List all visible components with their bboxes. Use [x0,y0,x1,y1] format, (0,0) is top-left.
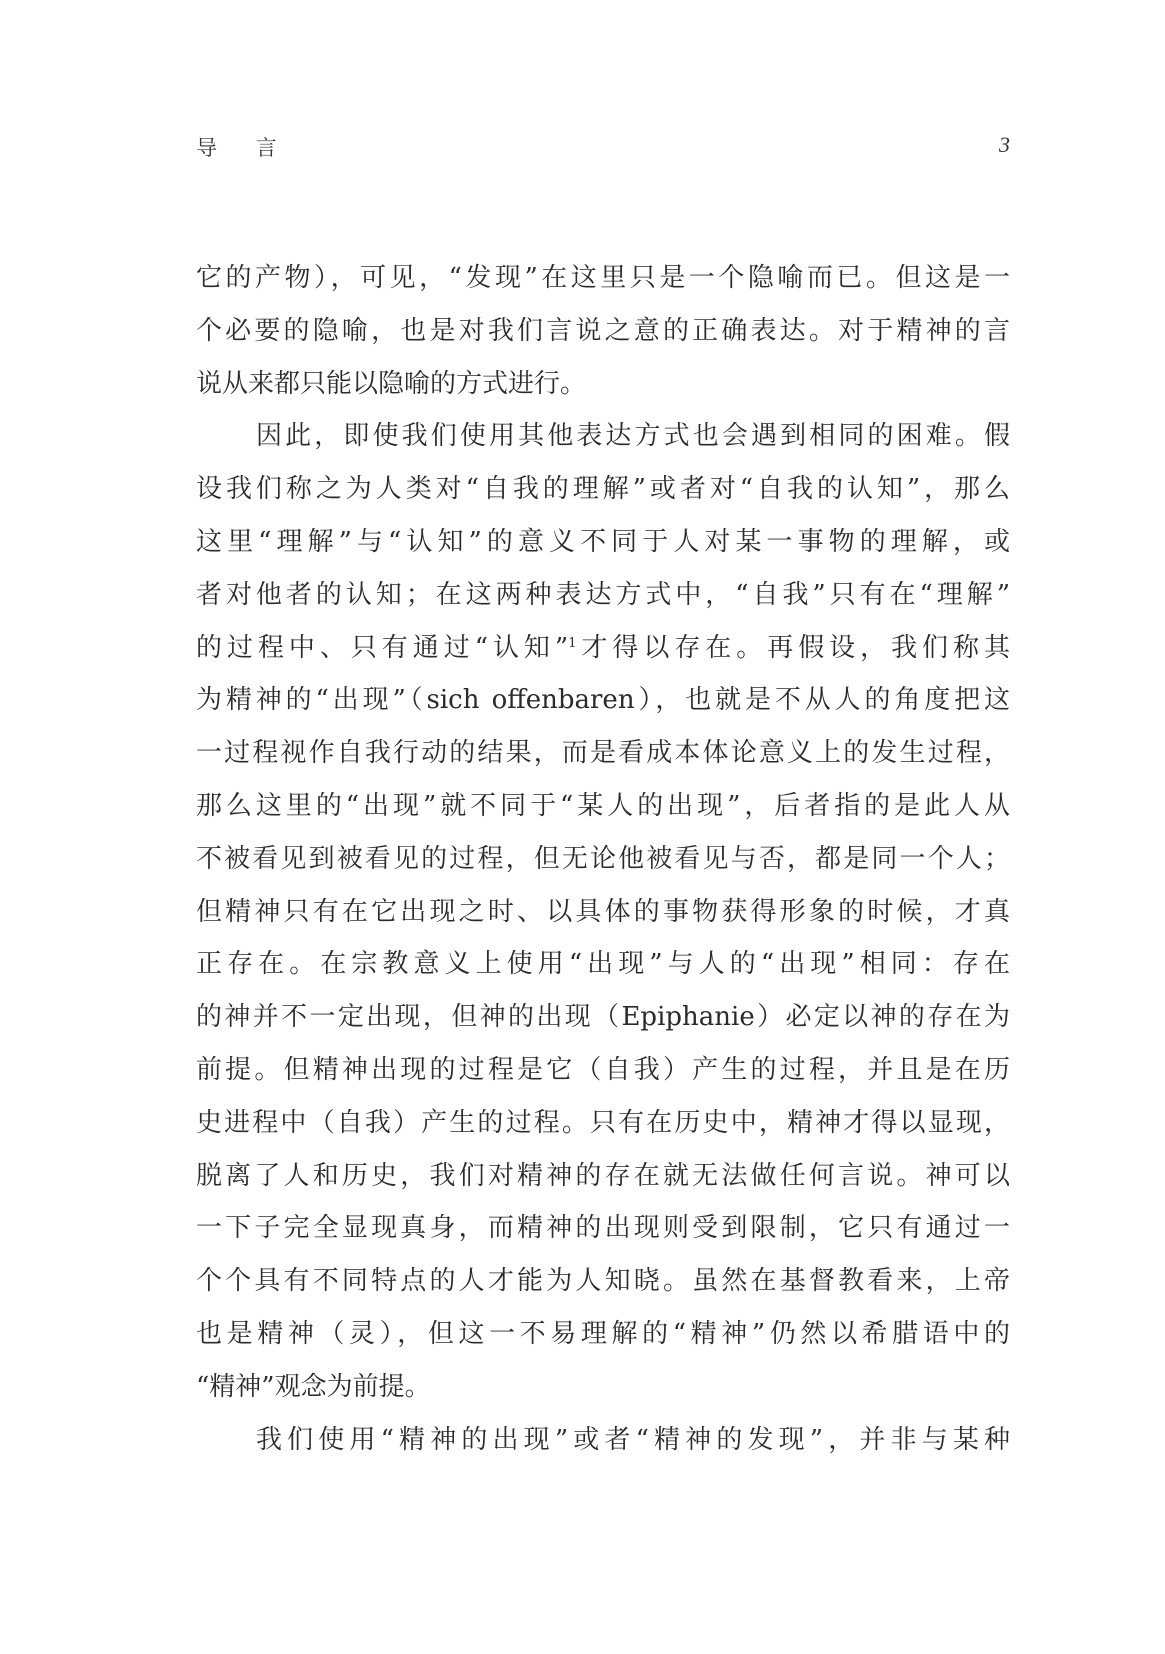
text-line: 不被看见到被看见的过程，但无论他被看见与否，都是同一个人； [196,843,1010,874]
running-header [196,132,1010,168]
text-line-with-footnote [196,622,1010,675]
text-line: 的神并不一定出现，但神的出现（Epiphanie）必定以神的存在为 [196,1002,1010,1033]
text-line: 一下子完全显现真身，而精神的出现则受到限制，它只有通过一 [196,1213,1010,1244]
text-segment: 才得以存在。再假设，我们称其 [576,632,1010,663]
text-line: 那么这里的“出现”就不同于“某人的出现”，后者指的是此人从 [196,790,1010,821]
text-line: 因此，即使我们使用其他表达方式也会遇到相同的困难。假 [256,421,1010,452]
text-line: 前提。但精神出现的过程是它（自我）产生的过程，并且是在历 [196,1054,1010,1085]
text-line: 它的产物），可见，“发现”在这里只是一个隐喻而已。但这是一 [196,263,1010,293]
page-number: 3 [999,132,1010,157]
text-line: 也是精神（灵），但这一不易理解的“精神”仍然以希腊语中的 [196,1318,1010,1349]
text-line: 正存在。在宗教意义上使用“出现”与人的“出现”相同：存在 [196,949,1010,980]
chapter-title: 导 言 [196,136,293,160]
text-line: 我们使用“精神的出现”或者“精神的发现”，并非与某种 [256,1424,1010,1455]
text-line: 设我们称之为人类对“自我的理解”或者对“自我的认知”，那么 [196,474,1010,505]
text-line: 这里“理解”与“认知”的意义不同于人对某一事物的理解，或 [196,526,1010,557]
text-line: 脱离了人和历史，我们对精神的存在就无法做任何言说。神可以 [196,1160,1010,1191]
text-line: 个个具有不同特点的人才能为人知晓。虽然在基督教看来，上帝 [196,1266,1010,1297]
text-segment: 的过程中、只有通过“认知” [196,632,569,663]
text-line: 一过程视作自我行动的结果，而是看成本体论意义上的发生过程， [196,738,1010,769]
text-line: 为精神的“出现”（sich offenbaren），也就是不从人的角度把这 [196,685,1010,716]
text-line: 但精神只有在它出现之时、以具体的事物获得形象的时候，才真 [196,896,1010,927]
text-line: 史进程中（自我）产生的过程。只有在历史中，精神才得以显现， [196,1107,1010,1138]
body-text [196,252,1010,1466]
text-line: 个必要的隐喻，也是对我们言说之意的正确表达。对于精神的言 [196,315,1010,346]
text-line: “精神”观念为前提。 [196,1371,431,1402]
text-line: 说从来都只能以隐喻的方式进行。 [196,368,587,399]
footnote-reference: 1 [568,635,577,651]
text-line: 者对他者的认知；在这两种表达方式中，“自我”只有在“理解” [196,579,1010,610]
